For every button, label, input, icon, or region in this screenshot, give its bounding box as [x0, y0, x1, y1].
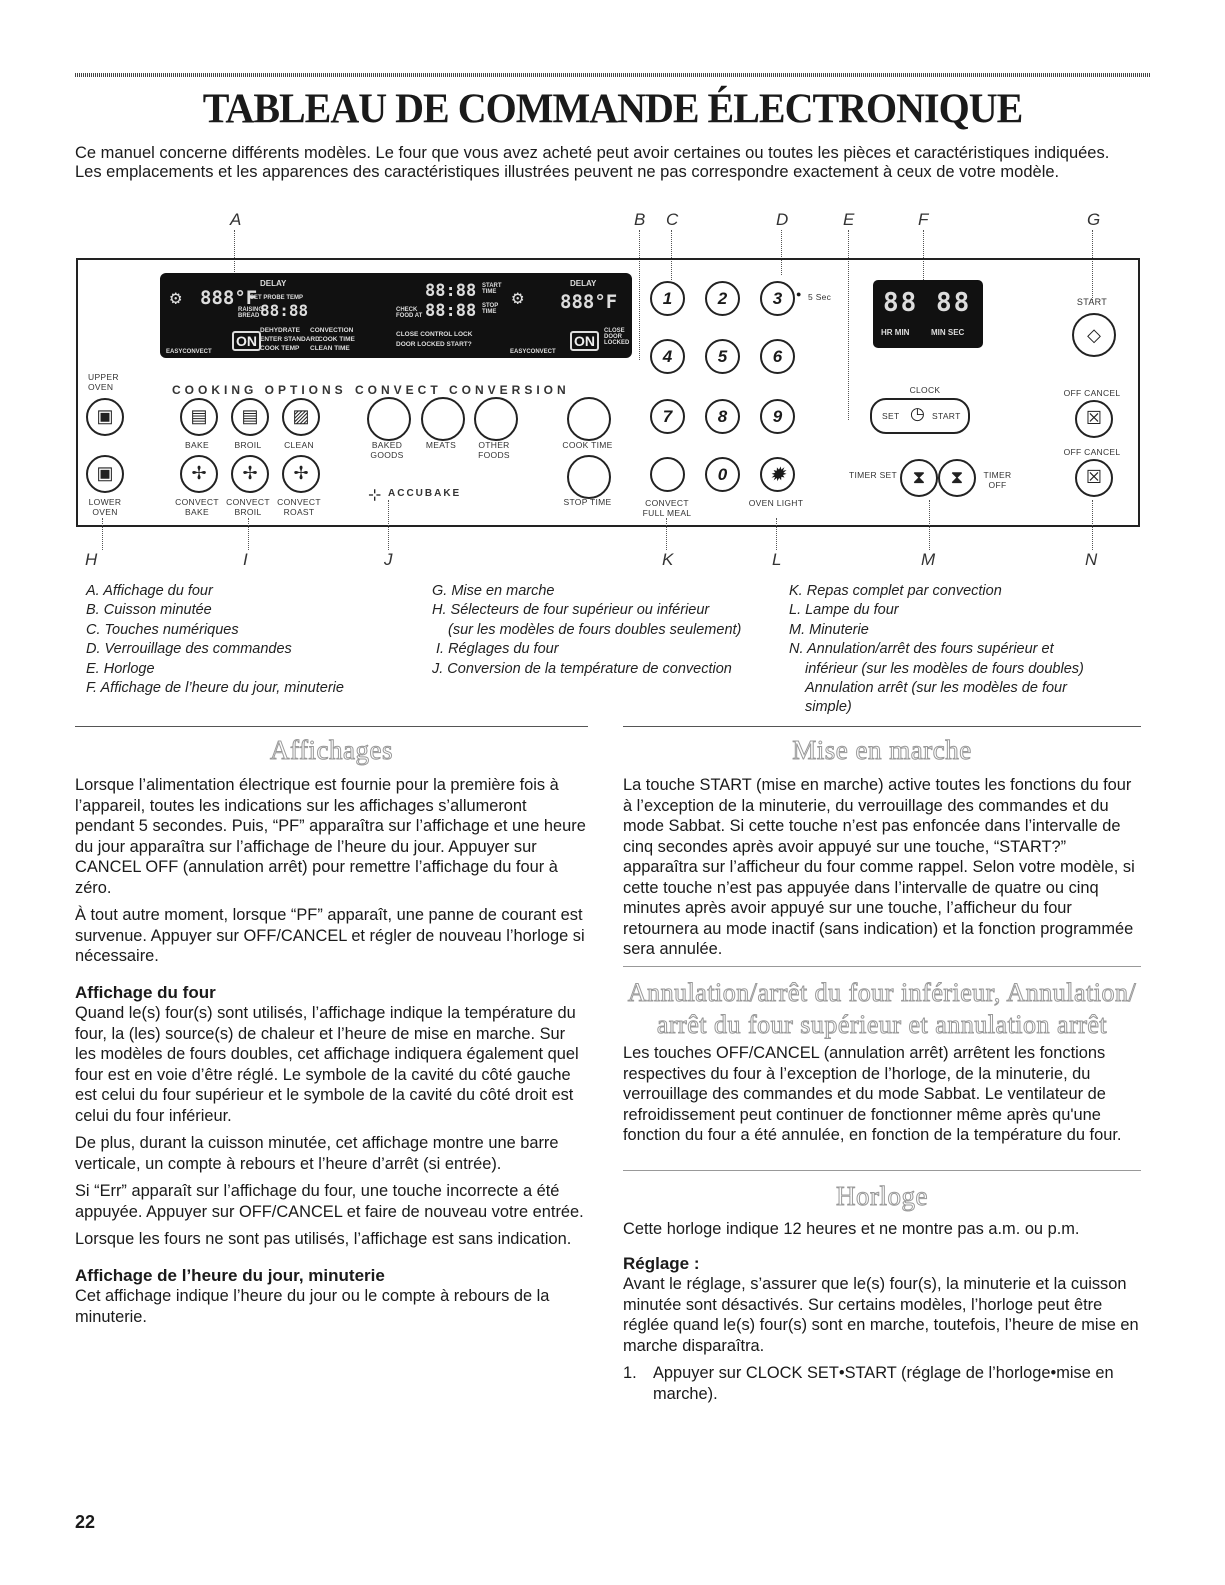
legend-item: K. Repas complet par convection [789, 583, 1002, 599]
accubake-icon: ⊹ [368, 487, 382, 504]
convect-roast-label: CONVECT ROAST [277, 497, 321, 517]
oven-light-label: OVEN LIGHT [748, 498, 804, 508]
callout-k: K [662, 550, 674, 569]
legend-item: simple) [805, 699, 852, 716]
legend-item: E. Horloge [86, 660, 155, 677]
accubake-label: ACCUBAKE [388, 488, 462, 499]
oven-display [160, 273, 632, 358]
heading-annulation [623, 977, 1141, 1041]
cancel-upper-button[interactable] [1075, 400, 1113, 438]
step-text: Appuyer sur CLOCK SET•START (réglage de l’horloge•mise en marche). [653, 1364, 1114, 1403]
bake-icon: ▤ [190, 406, 208, 426]
callout-b: B [634, 210, 646, 229]
leader-line [929, 500, 930, 550]
key-7[interactable]: 7 [650, 399, 685, 434]
section-rule [623, 1170, 1141, 1171]
upper-oven-label: UPPER OVEN [88, 372, 119, 392]
key-8[interactable]: 8 [705, 399, 740, 434]
key-1[interactable]: 1 [650, 281, 685, 316]
callout-l: L [772, 550, 782, 569]
bake-button[interactable] [180, 398, 218, 436]
convect-full-meal-label: CONVECT FULL MEAL [642, 498, 692, 518]
paragraph: Cette horloge indique 12 heures et ne montre pas a.m. ou p.m. [623, 1220, 1080, 1238]
clock-icon: ◷ [910, 404, 925, 423]
leader-line [388, 500, 389, 550]
lower-oven-button[interactable] [86, 455, 124, 493]
display-on-right: ON [570, 331, 599, 351]
display-dehydrate: DEHYDRATE [260, 327, 300, 334]
paragraph: Quand le(s) four(s) sont utilisés, l’affichage indique la température du four, la (les) source(s) de chaleur et l’heure de mise en marche. Sur les modèles de fours doubles, cet affichage indiquera également quel four est en voie d’être réglé. Le symbole de la cavité du côté gauche est celui du four supérieur et le symbole de la cavité du côté droit est celui du four inférieur. [75, 1004, 579, 1125]
display-on-left: ON [232, 331, 261, 351]
display-check-food: CHECK FOOD AT [396, 307, 423, 319]
heading-annulation-line2: arrêt du four supérieur et annulation arrêt [656, 1010, 1108, 1039]
paragraph: Les touches OFF/CANCEL (annulation arrêt) arrêtent les fonctions respectives du four à l’exception de l’horloge, de la minuterie, du verrouillage des commandes et du mode Sabbat. Le ventilateur de refroidissement peut continuer de fonctionner même après qu'une fonction du four a été annulée, en fonction de la température du four. [623, 1044, 1122, 1144]
key-9[interactable]: 9 [760, 399, 795, 434]
meats-label: MEATS [425, 440, 457, 450]
legend-item: (sur les modèles de fours doubles seulement) [448, 621, 742, 638]
heading-affichage-heure: Affichage de l’heure du jour, minuterie [75, 1265, 385, 1285]
meats-button[interactable] [421, 397, 465, 441]
paragraph: Cet affichage indique l’heure du jour ou le compte à rebours de la minuterie. [75, 1287, 550, 1326]
clock-label: CLOCK [909, 385, 941, 395]
callout-j: J [384, 550, 393, 569]
legend-item: Annulation arrêt (sur les modèles de four [805, 680, 1067, 697]
display-easyconvect-right: EASYCONVECT [510, 349, 556, 355]
legend-item: G. Mise en marche [432, 583, 555, 599]
display-right-icon: ⚙ [512, 287, 524, 309]
start-label: START [1076, 297, 1108, 307]
annulation-body [623, 1043, 1143, 1153]
heading-affichage-four: Affichage du four [75, 982, 216, 1002]
heading-horloge: Horloge [836, 1181, 928, 1211]
upper-oven-button[interactable] [86, 398, 124, 436]
start-button[interactable] [1072, 313, 1116, 357]
page-number: 22 [75, 1512, 96, 1532]
heading-reglage: Réglage : [623, 1253, 700, 1273]
display-time-left: 88:88 [260, 301, 309, 320]
leader-line [248, 518, 249, 550]
off-cancel-upper-label: OFF CANCEL [1063, 388, 1121, 398]
display-probe: SET PROBE TEMP [250, 295, 304, 301]
clean-icon: ▨ [292, 406, 310, 426]
clock-hrmin: HR MIN [881, 328, 910, 337]
cancel-icon: ☒ [1085, 408, 1103, 428]
step-1 [623, 1363, 1143, 1404]
clock-set-start-button[interactable] [870, 398, 970, 434]
paragraph: Lorsque les fours ne sont pas utilisés, l’affichage est sans indication. [75, 1230, 572, 1248]
other-foods-button[interactable] [474, 397, 518, 441]
callout-h: H [85, 550, 98, 569]
callout-f: F [918, 210, 929, 229]
upper-oven-icon: ▣ [96, 406, 114, 426]
paragraph: À tout autre moment, lorsque “PF” apparaît, une panne de courant est survenue. Appuyer sur OFF/CANCEL et régler de nouveau l’horloge si nécessaire. [75, 906, 585, 965]
clean-button[interactable] [282, 398, 320, 436]
off-cancel-lower-label: OFF CANCEL [1063, 447, 1121, 457]
cook-time-button[interactable] [567, 397, 611, 441]
broil-icon: ▤ [241, 406, 259, 426]
start-icon: ◇ [1087, 325, 1101, 345]
display-delay: DELAY [260, 279, 287, 288]
display-delay-right: DELAY [570, 279, 597, 288]
display-enter: ENTER STANDARD [260, 336, 320, 343]
display-cooktemp: COOK TEMP [260, 345, 300, 352]
display-cooktime: COOK TIME [318, 336, 355, 343]
clock-digits: 88 88 [883, 288, 972, 318]
legend-item: F. Affichage de l’heure du jour, minuterie [86, 680, 344, 697]
fan-icon: ✢ [293, 463, 309, 483]
left-column-rule [75, 726, 588, 727]
right-column-rule [623, 726, 1141, 727]
lock-dot-icon: ● [796, 289, 802, 299]
display-raising: RAISING BREAD [238, 307, 264, 319]
callout-a: A [230, 210, 242, 229]
clean-label: CLEAN [284, 440, 314, 450]
heading-mise-en-marche: Mise en marche [792, 735, 972, 765]
step-number: 1. [623, 1364, 637, 1382]
start-small-label: START [932, 411, 961, 421]
hourglass-icon: ⧗ [912, 467, 926, 487]
fan-icon: ✢ [191, 463, 207, 483]
baked-goods-label: BAKED GOODS [370, 440, 404, 460]
callout-n: N [1085, 550, 1098, 569]
intro-text: Ce manuel concerne différents modèles. Le four que vous avez acheté peut avoir certaines ou toutes les pièces et caractéristiques indiquées. Les emplacements et les apparences des caractéristiques illustrées peuvent ne pas correspondre exactement à ceux de votre modèle. [75, 144, 1110, 181]
display-stop-label: STOP TIME [482, 303, 499, 315]
key-0[interactable]: 0 [705, 457, 740, 492]
convect-broil-button[interactable] [231, 455, 269, 493]
callout-m: M [921, 550, 936, 569]
leader-line [102, 518, 103, 550]
display-stop-time: 88:88 [425, 301, 477, 321]
key-3[interactable]: 3 [760, 281, 795, 316]
lower-oven-label: LOWER OVEN [88, 497, 122, 517]
clock-display [873, 280, 983, 348]
paragraph: Lorsque l’alimentation électrique est fournie pour la première fois à l’appareil, toutes les indications sur les affichages s’allumeront pendant 5 secondes. Puis, “PF” apparaîtra sur l’affichage et une heure du jour apparaîtra sur l’affichage de l’heure du jour. Appuyer sur CANCEL OFF (annulation arrêt) pour remettre l’affichage du four à zéro. [75, 776, 586, 897]
callout-g: G [1087, 210, 1101, 229]
display-cleantime: CLEAN TIME [310, 345, 350, 352]
paragraph: De plus, durant la cuisson minutée, cet affichage montre une barre verticale, un compte à rebours et l’heure d’arrêt (si entrée). [75, 1134, 559, 1173]
legend-item: D. Verrouillage des commandes [86, 641, 292, 658]
other-foods-label: OTHER FOODS [478, 440, 510, 460]
section-rule [623, 966, 1141, 967]
legend-item: A. Affichage du four [86, 583, 213, 599]
cancel-lower-button[interactable] [1075, 459, 1113, 497]
legend-item: H. Sélecteurs de four supérieur ou inférieur [432, 602, 710, 619]
stop-time-button[interactable] [567, 455, 611, 499]
callout-i: I [243, 550, 248, 569]
key-5[interactable]: 5 [705, 339, 740, 374]
left-column-body [75, 775, 590, 1334]
display-close-door: CLOSE DOOR LOCKED [604, 328, 630, 346]
key-4[interactable]: 4 [650, 339, 685, 374]
legend-col1 [86, 582, 416, 698]
convect-full-meal-button[interactable] [650, 457, 685, 492]
convect-bake-label: CONVECT BAKE [175, 497, 219, 517]
page-title: TABLEAU DE COMMANDE ÉLECTRONIQUE [202, 84, 1023, 133]
legend-item: inférieur (sur les modèles de fours doubles) [805, 660, 1084, 677]
legend-item: J. Conversion de la température de convection [432, 660, 732, 677]
legend-item: L. Lampe du four [789, 602, 899, 619]
callout-e: E [843, 210, 855, 229]
display-door-locked: DOOR LOCKED START? [396, 341, 472, 348]
bake-label: BAKE [185, 440, 209, 450]
timer-set-button[interactable] [900, 459, 938, 497]
key-6[interactable]: 6 [760, 339, 795, 374]
paragraph: Avant le réglage, s’assurer que le(s) four(s), la minuterie et la cuisson minutée sont désactivés. Sur certains modèles, l’horloge peut être réglée quand le(s) four(s) sont en marche, toutefois, l’heure de mise en marche disparaîtra. [623, 1275, 1139, 1355]
convect-conversion-header: CONVECT CONVERSION [355, 383, 570, 397]
broil-label: BROIL [234, 440, 262, 450]
timer-off-label: TIMER OFF [983, 470, 1012, 490]
display-easyconvect-left: EASYCONVECT [166, 349, 212, 355]
five-sec-label: 5 Sec [808, 292, 832, 302]
display-start-label: START TIME [482, 283, 502, 295]
display-left-icon: ⚙ [170, 287, 182, 309]
display-control-lock: CLOSE CONTROL LOCK [396, 331, 473, 338]
heading-affichages: Affichages [270, 735, 393, 765]
legend-col2 [432, 582, 782, 679]
leader-line [666, 518, 667, 550]
broil-button[interactable] [231, 398, 269, 436]
convect-bake-button[interactable] [180, 455, 218, 493]
legend-item: N. Annulation/arrêt des fours supérieur et [789, 641, 1054, 658]
leader-line [1092, 500, 1093, 550]
legend-item: M. Minuterie [789, 621, 869, 638]
leader-line [776, 518, 777, 550]
timer-set-label: TIMER SET [848, 470, 898, 480]
heading-annulation-line1: Annulation/arrêt du four inférieur, Annulation/ [627, 978, 1137, 1007]
cook-time-label: COOK TIME [562, 440, 613, 450]
callout-d: D [776, 210, 789, 229]
baked-goods-button[interactable] [367, 397, 411, 441]
paragraph: La touche START (mise en marche) active toutes les fonctions du four à l’exception de la minuterie, du verrouillage des commandes et du mode Sabbat. Si cette touche n’est pas enfoncée dans l’intervalle de cinq secondes après avoir appuyé sur une touche, “START?” apparaîtra sur l’afficheur du four comme rappel. Selon votre modèle, si cette touche n’est pas appuyée dans l’intervalle de quatre ou cinq minutes après avoir appuyé sur une touche, l’afficheur du four retournera au mode inactif (sans indication) et la fonction programmée sera annulée. [623, 776, 1135, 958]
key-2[interactable]: 2 [705, 281, 740, 316]
convect-roast-button[interactable] [282, 455, 320, 493]
convect-broil-label: CONVECT BROIL [226, 497, 270, 517]
display-temp-right: 888°F [560, 291, 618, 313]
display-temp: 888°F [200, 287, 258, 309]
light-icon: ✹ [770, 465, 785, 484]
legend-item: B. Cuisson minutée [86, 602, 212, 619]
legend-item: I. Réglages du four [436, 641, 559, 658]
timer-off-button[interactable] [938, 459, 976, 497]
stop-time-label: STOP TIME [563, 497, 612, 507]
hourglass-icon: ⧗ [950, 467, 964, 487]
cancel-icon: ☒ [1085, 467, 1103, 487]
paragraph: Si “Err” apparaît sur l’affichage du four, une touche incorrecte a été appuyée. Appuyer sur OFF/CANCEL et faire de nouveau votre entrée. [75, 1182, 584, 1221]
mise-en-marche-body [623, 775, 1143, 967]
legend-item: C. Touches numériques [86, 621, 239, 638]
horloge-body [623, 1219, 1143, 1404]
legend-col3 [789, 582, 1129, 718]
display-convection: CONVECTION [310, 327, 354, 334]
fan-icon: ✢ [242, 463, 258, 483]
callout-c: C [666, 210, 679, 229]
top-rule [75, 73, 1150, 77]
clock-minsec: MIN SEC [931, 328, 965, 337]
lower-oven-icon: ▣ [96, 463, 114, 483]
set-label: SET [882, 411, 900, 421]
cooking-options-header: COOKING OPTIONS [172, 383, 347, 397]
display-start-time: 88:88 [425, 281, 477, 301]
oven-light-button[interactable] [760, 457, 795, 492]
